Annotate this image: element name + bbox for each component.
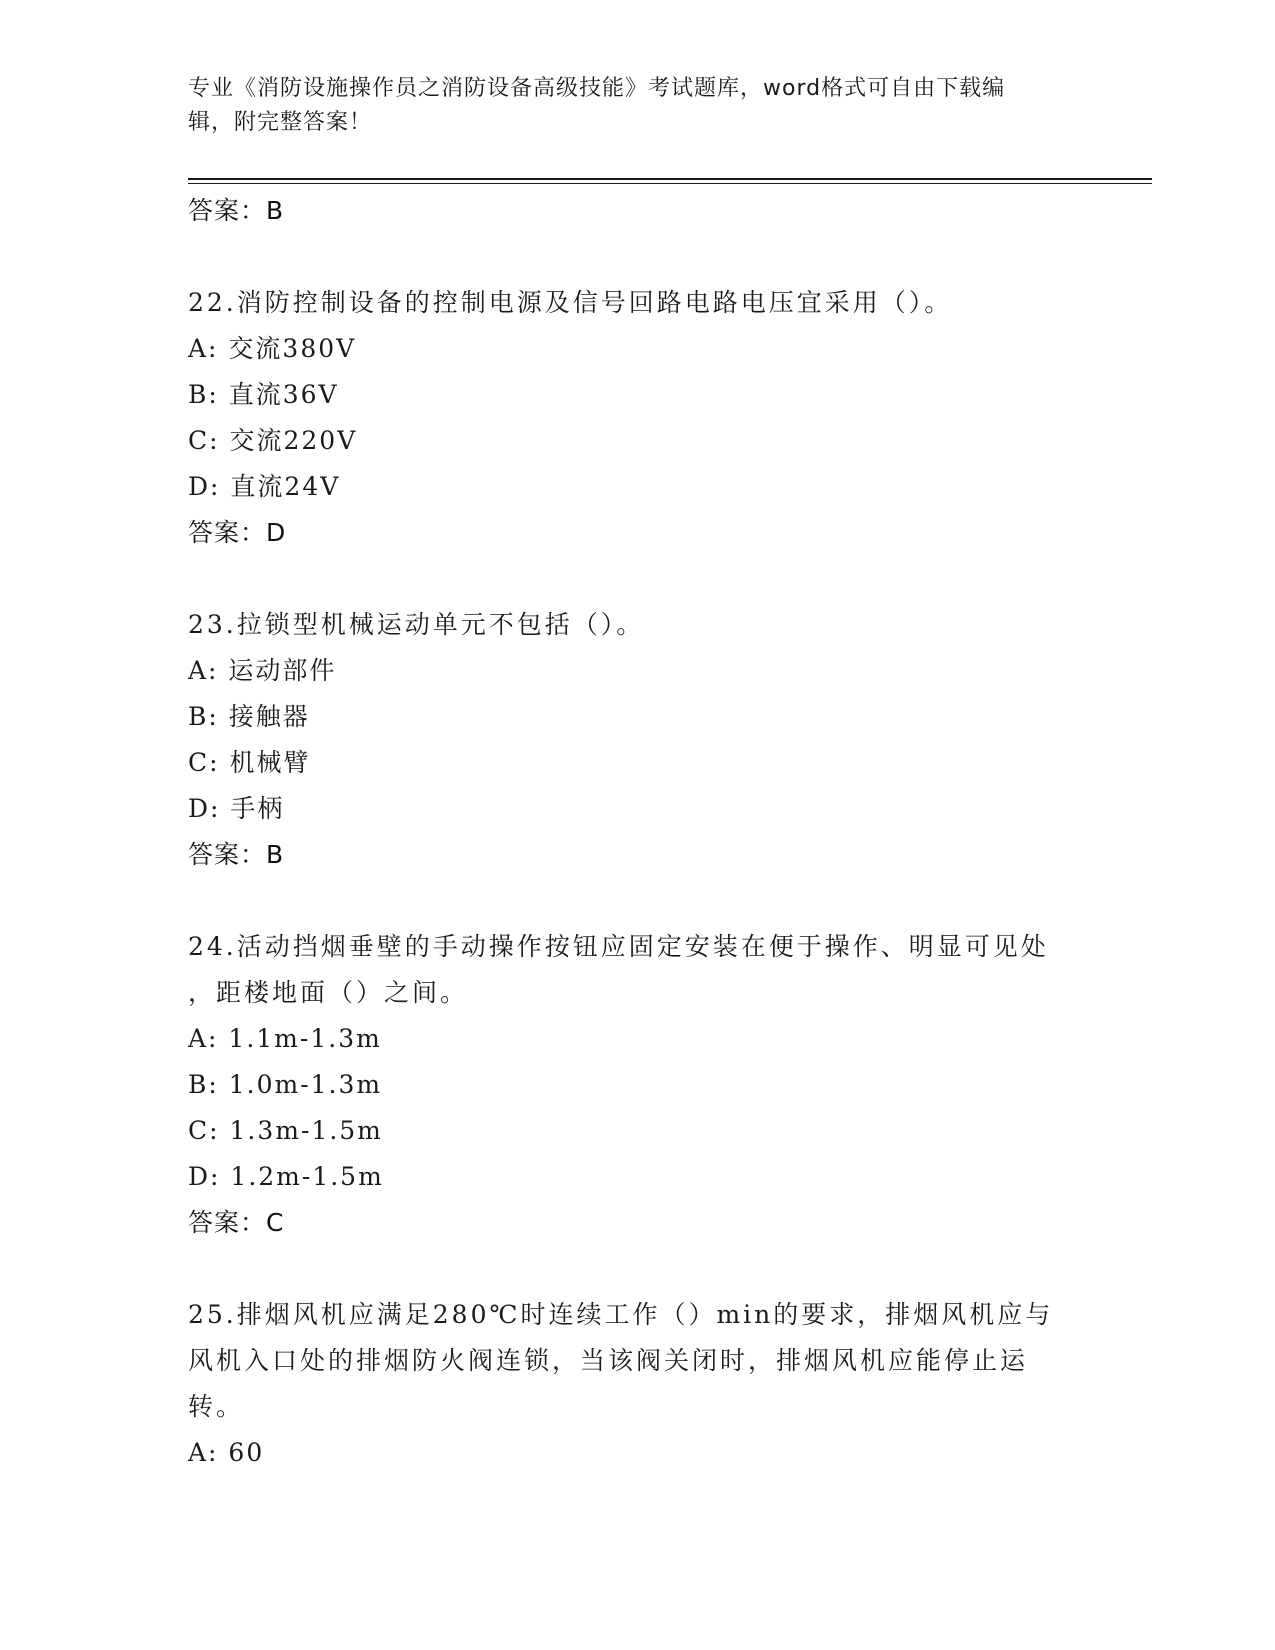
option-b: B: 接触器 <box>188 702 310 731</box>
question-22 <box>188 280 1088 556</box>
header-line-1: 专业《消防设施操作员之消防设备高级技能》考试题库，word格式可自由下载编 <box>188 76 1006 101</box>
spacer <box>188 878 1088 924</box>
option-d: D: 直流24V <box>188 472 341 501</box>
header-line-2: 辑，附完整答案！ <box>188 110 373 135</box>
header-rule-thin <box>188 183 1152 184</box>
question-text: 22.消防控制设备的控制电源及信号回路电路电压宜采用（）。 <box>188 288 953 317</box>
question-text-line-2: ，距楼地面（）之间。 <box>188 978 469 1007</box>
question-text-line-2: 风机入口处的排烟防火阀连锁，当该阀关闭时，排烟风机应能停止运 <box>188 1346 1029 1375</box>
question-text: 23.拉锁型机械运动单元不包括（）。 <box>188 610 645 639</box>
question-list <box>188 188 1088 1476</box>
header-rule-thick <box>188 178 1152 180</box>
question-25 <box>188 1292 1088 1476</box>
spacer <box>188 234 1088 280</box>
option-a: A: 60 <box>188 1438 265 1467</box>
answer-21: 答案：B <box>188 196 285 225</box>
question-text-line-1: 25.排烟风机应满足280℃时连续工作（）min的要求，排烟风机应与 <box>188 1300 1054 1329</box>
question-text-line-1: 24.活动挡烟垂壁的手动操作按钮应固定安装在便于操作、明显可见处 <box>188 932 1049 961</box>
question-text-line-3: 转。 <box>188 1392 245 1421</box>
option-a: A: 1.1m-1.3m <box>188 1024 382 1053</box>
spacer <box>188 1246 1088 1292</box>
answer: 答案：D <box>188 518 287 547</box>
option-a: A: 交流380V <box>188 334 357 363</box>
option-a: A: 运动部件 <box>188 656 337 685</box>
option-c: C: 交流220V <box>188 426 358 455</box>
page-header <box>188 72 1088 140</box>
option-c: C: 机械臂 <box>188 748 311 777</box>
question-23 <box>188 602 1088 878</box>
option-b: B: 直流36V <box>188 380 339 409</box>
option-d: D: 手柄 <box>188 794 285 823</box>
answer: 答案：C <box>188 1208 285 1237</box>
option-c: C: 1.3m-1.5m <box>188 1116 383 1145</box>
option-b: B: 1.0m-1.3m <box>188 1070 383 1099</box>
option-d: D: 1.2m-1.5m <box>188 1162 384 1191</box>
answer: 答案：B <box>188 840 285 869</box>
spacer <box>188 556 1088 602</box>
question-24 <box>188 924 1088 1246</box>
